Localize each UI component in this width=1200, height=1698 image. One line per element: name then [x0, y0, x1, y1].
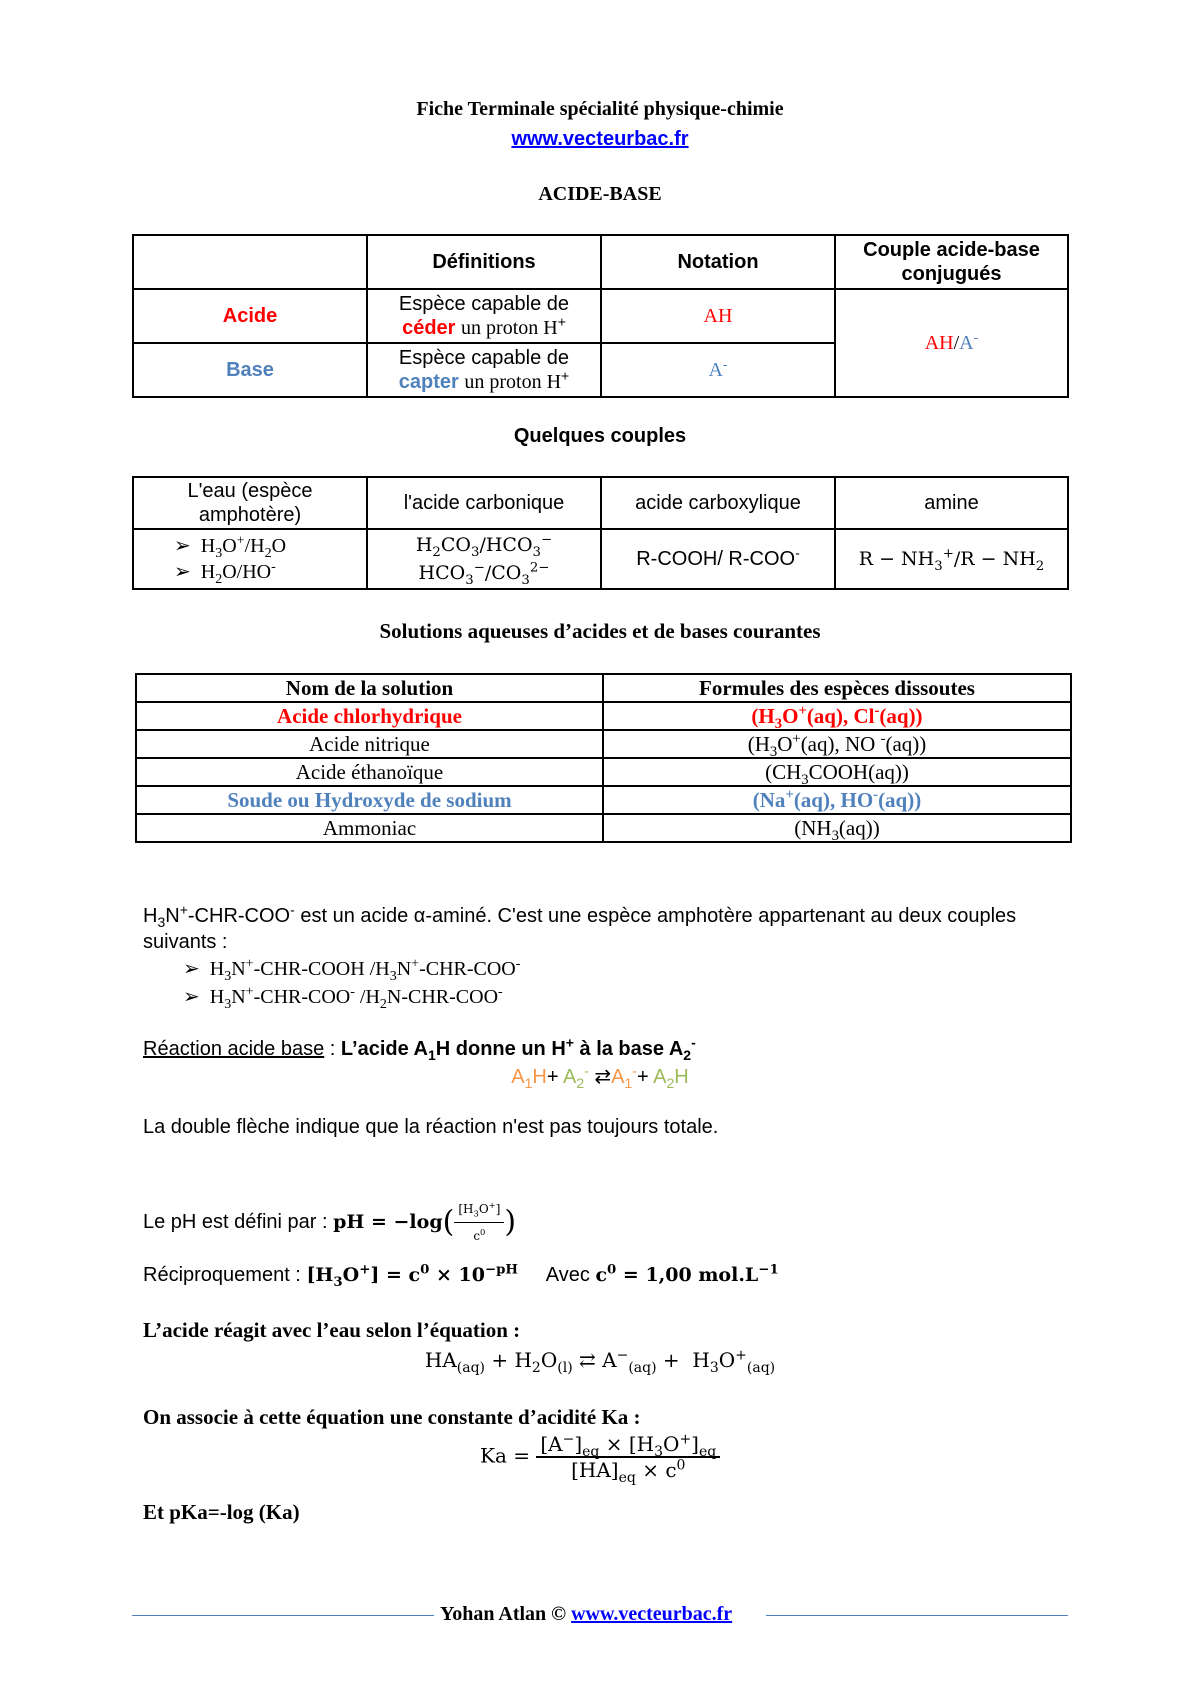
solution-name: Soude ou Hydroxyde de sodium [136, 786, 603, 814]
row-base-label: Base [133, 343, 367, 397]
solutions-title: Solutions aqueuses d’acides et de bases courantes [379, 619, 821, 643]
solution-name: Acide chlorhydrique [136, 702, 603, 730]
acid-base-definition-table [132, 234, 1069, 398]
header-nom: Nom de la solution [136, 674, 603, 702]
site-link[interactable]: www.vecteurbac.fr [511, 128, 689, 150]
footer [440, 1603, 732, 1626]
couples-title: Quelques couples [513, 425, 687, 447]
ka-label: On associe à cette équation une constante d’acidité Ka : [143, 1405, 641, 1429]
double-arrow-icon: ⇄ [594, 1066, 612, 1088]
carboxylique-couple: R-COOH/ R-COO- [601, 529, 835, 589]
reaction-equation: $A_1H+ A_2^-$ $⇄A_1^-+ A_2H$ [511, 1062, 689, 1091]
reaction-label: Réaction acide base [143, 1038, 325, 1060]
ph-definition: Le pH est défini par : pH = −log( $\frac{[H_3O^+]}{c^0}$ ) [143, 1196, 516, 1249]
acide-definition: Espèce capable de céder un proton H+ [367, 289, 601, 343]
header-acide-carbonique: l'acide carbonique [367, 477, 601, 529]
water-equation-label: L’acide réagit avec l’eau selon l’équation : [143, 1318, 521, 1342]
eau-couples: ➢ $H_3O^+/H_2O$ ➢ $H_2O/HO^-$ [133, 529, 367, 589]
base-notation: A- [601, 343, 835, 397]
footer-divider-right [766, 1615, 1068, 1616]
header-notation: Notation [601, 235, 835, 289]
solution-row [136, 814, 1071, 842]
carbonique-couples: $H_2CO_3/HCO_3^-$ $HCO_3^-/CO_3^{2-}$ [367, 529, 601, 589]
solution-row [136, 786, 1071, 814]
solution-name: Acide nitrique [136, 730, 603, 758]
solution-row [136, 758, 1071, 786]
footer-site-link[interactable]: www.vecteurbac.fr [571, 1603, 733, 1625]
subject-title: ACIDE-BASE [538, 183, 662, 205]
base-definition: Espèce capable de capter un proton H+ [367, 343, 601, 397]
reaction-statement: L’acide $A_1H$ donne un H+ à la base $A_2^-$ [340, 1034, 696, 1063]
footer-author: Yohan Atlan © [440, 1603, 567, 1625]
solution-formula: (Na+(aq), HO-(aq)) [603, 786, 1071, 814]
amino-couple-item: ➢ $H_3N^+-CHR-COO^-$ $/H_2N-CHR-COO^-$ [183, 984, 503, 1012]
solution-row [136, 730, 1071, 758]
solution-formula: ($H_3O^+(aq)$, NO -(aq)) [603, 730, 1071, 758]
couples-table [132, 476, 1069, 590]
solution-name: Ammoniac [136, 814, 603, 842]
amino-paragraph: $H_3N^+-CHR-COO^-$ est un acide α-aminé. C'est une espèce amphotère appartenant au deux couples suivants : [143, 901, 1017, 953]
header-couple: Couple acide-base conjugués [835, 235, 1068, 289]
arrow-bullet-icon: ➢ [183, 986, 200, 1008]
couple-cell: AH/A- [835, 289, 1068, 397]
header-formules: Formules des espèces dissoutes [603, 674, 1071, 702]
header-eau: L'eau (espèce amphotère) [133, 477, 367, 529]
header-empty [133, 235, 367, 289]
ka-formula: Ka = $\frac{[A^-]_{eq} \times [H_3O^+]_{eq}}{[HA]_{eq} \times c^0}$ [480, 1432, 720, 1482]
solution-row [136, 702, 1071, 730]
solution-formula: ($H_3O^+(aq)$, Cl-(aq)) [603, 702, 1071, 730]
reaction-line: Réaction acide base : L’acide $A_1H$ donne un H+ à la base $A_2^-$ [143, 1034, 696, 1063]
amino-couple-item: ➢ $H_3N^+-CHR$-COOH $/H_3N^+-CHR-COO^-$ [183, 956, 521, 984]
solution-formula: $(NH_3(aq))$ [603, 814, 1071, 842]
solution-name: Acide éthanoïque [136, 758, 603, 786]
arrow-bullet-icon: ➢ [183, 958, 200, 980]
water-equation: $HA_{(aq)} + H_2O_{(l)}$ ⇄ $A^-_{(aq)} + H_3O^+_{(aq)}$ [424, 1347, 776, 1376]
arrow-bullet-icon: ➢ [174, 535, 191, 557]
amino-couples-list [183, 955, 520, 1011]
reaction-note: La double flèche indique que la réaction n'est pas toujours totale. [143, 1116, 719, 1138]
amine-couple: $R - NH_3^+/R - NH_2$ [835, 529, 1068, 589]
arrow-bullet-icon: ➢ [174, 561, 191, 583]
document-title: Fiche Terminale spécialité physique-chimie [416, 98, 784, 120]
header-acide-carboxylique: acide carboxylique [601, 477, 835, 529]
ph-reciprocal: Réciproquement : $[H_3O^+] = c^0 \times 10^{-pH}$ Avec $c^0 = 1,00$ $mol.L^{-1}$ [143, 1262, 779, 1290]
solution-formula: $(CH_3COOH(aq))$ [603, 758, 1071, 786]
pka-definition: Et pKa=-log (Ka) [143, 1500, 300, 1524]
header-amine: amine [835, 477, 1068, 529]
footer-divider-left [132, 1615, 434, 1616]
acide-notation: AH [601, 289, 835, 343]
row-acide-label: Acide [133, 289, 367, 343]
solutions-table [135, 673, 1072, 843]
header-definitions: Définitions [367, 235, 601, 289]
